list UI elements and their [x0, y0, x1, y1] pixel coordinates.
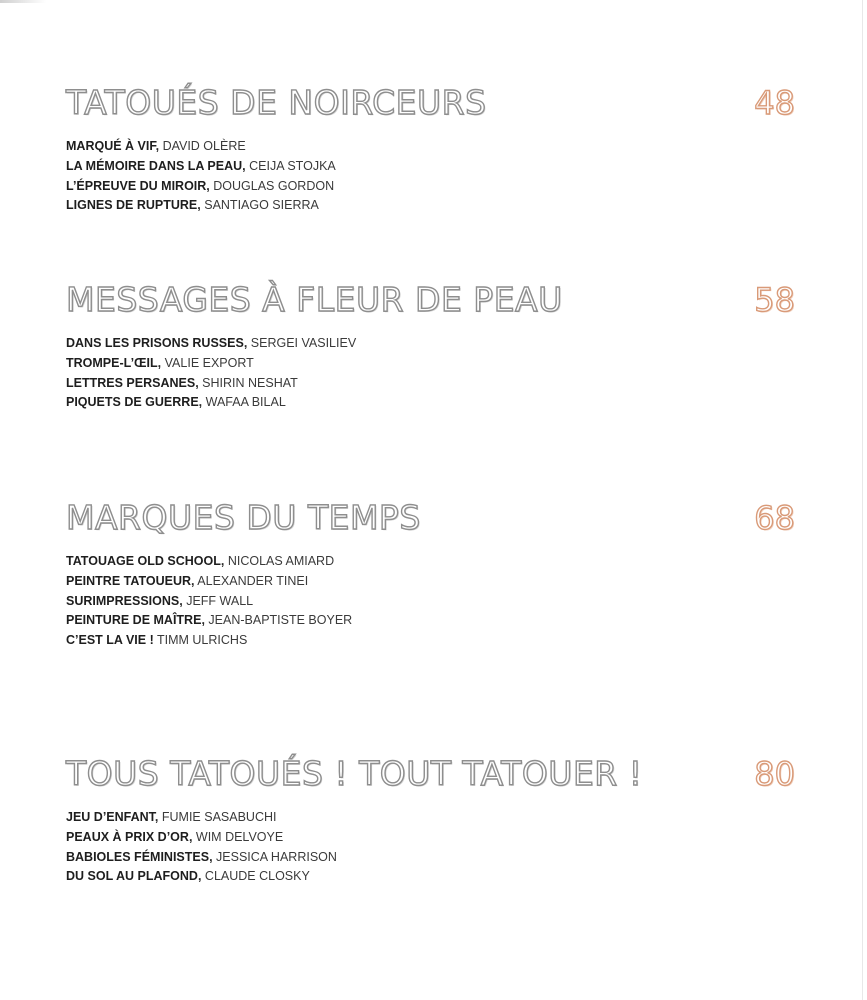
entry-separator: ,	[220, 554, 225, 568]
toc-entry	[66, 157, 336, 177]
entry-title: DU SOL AU PLAFOND	[66, 869, 198, 884]
entry-separator: ,	[191, 573, 195, 588]
entry-title: TROMPE-L’ŒIL	[66, 355, 158, 370]
entry-author: JESSICA HARRISON	[216, 849, 337, 864]
toc-entry	[66, 611, 352, 631]
toc-entry	[66, 808, 337, 828]
entry-title: LA MÉMOIRE DANS LA PEAU	[66, 158, 243, 173]
entry-separator: ,	[198, 395, 203, 410]
entry-title: L’ÉPREUVE DU MIROIR	[66, 178, 207, 193]
toc-entry	[66, 374, 356, 394]
entry-author: WAFAA BILAL	[205, 395, 286, 410]
entry-separator: ,	[188, 829, 193, 844]
entry-author: CEIJA STOJKA	[249, 158, 336, 173]
entry-separator: ,	[195, 375, 199, 390]
toc-entry	[66, 592, 352, 612]
entry-title: PEINTRE TATOUEUR	[66, 573, 192, 588]
toc-entry	[66, 848, 337, 868]
section-page-number: 48	[754, 84, 795, 122]
entry-title: C’EST LA VIE !	[66, 633, 154, 648]
toc-entry	[66, 177, 336, 197]
entry-list	[66, 137, 336, 216]
entry-title: PEAUX À PRIX D’OR	[66, 829, 189, 844]
entry-title: TATOUAGE OLD SCHOOL	[66, 554, 221, 568]
section-title: MARQUES DU TEMPS	[66, 498, 421, 537]
section-title: TOUS TATOUÉS ! TOUT TATOUER !	[66, 754, 643, 793]
section-page-number: 68	[754, 499, 795, 537]
entry-author: VALIE EXPORT	[164, 355, 254, 370]
toc-entry	[66, 572, 352, 592]
entry-title: JEU D’ENFANT	[66, 810, 155, 824]
entry-author: WIM DELVOYE	[195, 829, 284, 844]
entry-title: MARQUÉ À VIF	[66, 139, 156, 153]
entry-author: DAVID OLÈRE	[162, 139, 246, 153]
entry-separator: ,	[242, 158, 246, 173]
entry-separator: ,	[179, 593, 183, 608]
section-page-number: 80	[754, 755, 795, 793]
entry-author: SANTIAGO SIERRA	[204, 198, 319, 213]
entry-author: TIMM ULRICHS	[157, 633, 248, 648]
entry-title: BABIOLES FÉMINISTES	[66, 849, 210, 864]
entry-title: PEINTURE DE MAÎTRE	[66, 613, 202, 628]
entry-separator: ,	[197, 198, 201, 213]
toc-entry	[66, 393, 356, 413]
entry-separator: ,	[206, 178, 210, 193]
entry-list	[66, 808, 337, 887]
entry-separator: ,	[157, 355, 162, 370]
entry-title: DANS LES PRISONS RUSSES	[66, 336, 244, 350]
toc-entry	[66, 631, 352, 651]
entry-author: FUMIE SASABUCHI	[161, 810, 277, 824]
toc-entry	[66, 354, 356, 374]
entry-author: SHIRIN NESHAT	[202, 375, 298, 390]
toc-entry	[66, 867, 337, 887]
section-page-number: 58	[754, 281, 795, 319]
entry-author: NICOLAS AMIARD	[227, 554, 335, 568]
entry-separator: ,	[155, 139, 160, 153]
entry-separator: ,	[209, 849, 213, 864]
toc-entry	[66, 196, 336, 216]
entry-separator: ,	[201, 613, 205, 628]
toc-entry	[66, 552, 352, 572]
entry-separator: ,	[197, 869, 202, 884]
entry-title: PIQUETS DE GUERRE	[66, 395, 199, 410]
entry-separator: ,	[243, 336, 248, 350]
entry-author: CLAUDE CLOSKY	[204, 869, 310, 884]
entry-author: SERGEI VASILIEV	[250, 336, 357, 350]
section-title: MESSAGES À FLEUR DE PEAU	[66, 280, 563, 319]
entry-title: LIGNES DE RUPTURE	[66, 198, 198, 213]
entry-list	[66, 334, 356, 413]
entry-author: DOUGLAS GORDON	[213, 178, 335, 193]
scan-corner-mark	[0, 0, 46, 3]
entry-author: JEFF WALL	[186, 593, 254, 608]
toc-entry	[66, 137, 336, 157]
entry-title: SURIMPRESSIONS	[66, 593, 180, 608]
entry-author: ALEXANDER TINEI	[197, 573, 309, 588]
scan-page-edge	[862, 0, 863, 1000]
section-title: TATOUÉS DE NOIRCEURS	[66, 83, 487, 122]
toc-entry	[66, 828, 337, 848]
entry-author: JEAN-BAPTISTE BOYER	[208, 613, 353, 628]
entry-title: LETTRES PERSANES	[66, 375, 196, 390]
entry-separator: ,	[154, 810, 159, 824]
toc-entry	[66, 334, 356, 354]
entry-list	[66, 552, 352, 651]
